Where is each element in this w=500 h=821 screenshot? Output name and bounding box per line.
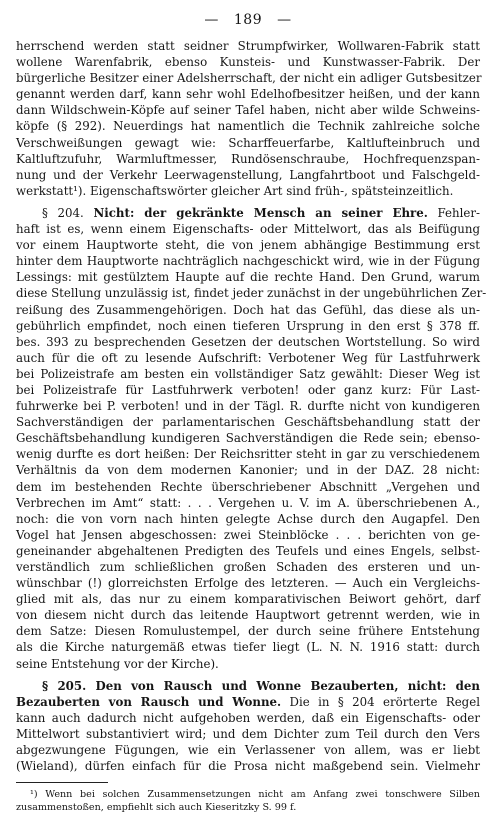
section-heading: Nicht: der gekränkte Mensch an seiner Ehre. [93, 205, 428, 220]
text-line: glied mit als, das nur zu einem komparativischen Beiwort gehört, darf [16, 592, 480, 607]
section-204 [16, 205, 487, 672]
text-line: fuhrwerke bei P. verboten! und in der Tägl. R. durfte nicht von kundigeren [16, 399, 480, 414]
text-line: Kaltluftzufuhr, Warmluftmesser, Rundösenschraube, Hochfrequenzspan- [16, 151, 480, 166]
header-dash-right: — [277, 12, 292, 28]
section-number: § 204. [42, 205, 84, 220]
text-line: dem Satze: Diesen Romulustempel, der durch seine frühere Entstehung [16, 624, 480, 639]
section-heading-line [16, 694, 480, 710]
text-line: köpfe (§ 292). Neuerdings hat namentlich die Technik zahlreiche solche [16, 119, 480, 134]
text-line: wenig durfte es dort heißen: Der Reichsritter steht in gar zu verschiedenem [16, 447, 480, 462]
text-line: dann Wildschwein-Köpfe auf seiner Tafel haben, nicht aber wilde Schweins- [16, 103, 480, 118]
text-line: abgezwungene Fügungen, wie ein Verlassener von allem, was er liebt [16, 743, 480, 758]
text-line: Vogel hat Jensen abgeschossen: zwei Steinblöcke . . . berichten von ge- [16, 527, 480, 542]
text-line: verständlich zum schließlichen großen Schaden des ersteren und un- [16, 560, 480, 574]
text-line: Verhältnis da von dem modernen Kanonier; und in der DAZ. 28 nicht: [16, 463, 480, 478]
text-line: nung und der Verkehr Leerwagenstellung, Langfahrtboot und Falschgeld- [16, 167, 480, 182]
text-line: reißung des Zusammengehörigen. Doch hat das Gefühl, das diese als un- [16, 302, 480, 317]
text-line: gebührlich empfindet, noch einen tieferen Ursprung in den erst § 378 ff. [16, 318, 480, 333]
text-line: kann auch dadurch nicht aufgehoben werden, daß ein Eigenschafts- oder [16, 710, 480, 725]
text-fragment: Fehler- [437, 205, 481, 220]
text-line: Verbrechen im Amt“ statt: . . . Vergehen u. V. im A. überschriebenen A., [16, 495, 480, 510]
text-line: von diesem nicht durch das leitende Hauptwort getrennt werden, wie in [16, 608, 480, 623]
footnote-line: ¹) Wenn bei solchen Zusammensetzungen nicht am Anfang zwei tonschwere Silben [30, 789, 480, 801]
text-line: bei Polizeistrafe am besten ein vollständiger Satz gewählt: Dieser Weg ist [16, 366, 480, 381]
section-heading: § 205. Den von Rausch und Wonne Bezauberten, nicht: den [42, 678, 480, 693]
text-line: vor einem Hauptworte steht, die von jenem abhängige Bestimmung erst [16, 238, 480, 253]
footnote [16, 789, 480, 814]
text-line: Geschäftsbehandlung kundigeren Sachverständigen die Rede sein; ebenso- [16, 431, 480, 446]
text-line: geneinander abgehaltenen Predigten des Teufels und eines Engels, selbst- [16, 543, 480, 558]
text-line: wünschbar (!) glorreichsten Erfolge des letzteren. — Auch ein Vergleichs- [16, 576, 480, 591]
text-line: haft ist es, wenn einem Eigenschafts- oder Mittelwort, das als Beifügung [16, 222, 480, 237]
text-line: wollene Warenfabrik, ebenso Kunsteis- und Kunstwasser-Fabrik. Der [16, 55, 480, 70]
text-line: Mittelwort substantiviert wird; und dem Dichter zum Teil durch den Vers [16, 726, 480, 741]
text-line: genannt werden darf, kann sehr wohl Edelhofbesitzer heißen, und der kann [16, 87, 480, 102]
page-number: 189 [233, 12, 263, 28]
text-line: (Wieland), dürfen einfach für die Prosa nicht maßgebend sein. Vielmehr [16, 759, 480, 774]
section-heading-line [16, 205, 480, 221]
section-205 [16, 678, 480, 775]
section-heading: Bezauberten von Rausch und Wonne. [16, 694, 282, 709]
text-line: Lessings: mit gestülztem Haupte auf die rechte Hand. Den Grund, warum [16, 270, 480, 285]
text-line: Sachverständigen der parlamentarischen Geschäftsbehandlung statt der [16, 415, 480, 430]
page-header [16, 12, 480, 28]
text-line: diese Stellung unzulässig ist, findet jeder zunächst in der ungebührlichen Zer- [16, 286, 487, 301]
text-line: noch: die von vorn nach hinten gelegte Achse durch den Augapfel. Den [16, 511, 480, 526]
text-line: bes. 393 zu besprechenden Gesetzen der deutschen Wortstellung. So wird [16, 334, 480, 349]
text-line: werkstatt¹). Eigenschaftswörter gleicher Art sind früh-, spätsteinzeitlich. [16, 183, 454, 198]
intro-paragraph [16, 38, 480, 199]
text-line: bei Polizeistrafe für Lastfuhrwerk verboten! oder ganz kurz: Für Last- [16, 382, 480, 397]
footnote-line: zusammenstoßen, empfiehlt sich auch Kieseritzky S. 99 f. [16, 801, 297, 813]
text-line: dem im bestehenden Rechte überschriebener Abschnitt „Vergehen und [16, 479, 480, 494]
text-line: bürgerliche Besitzer einer Adelsherrschaft, der nicht ein adliger Gutsbesitzer [16, 71, 482, 86]
header-dash-left: — [204, 12, 219, 28]
text-line: auch für die oft zu lesende Aufschrift: Verbotener Weg für Lastfuhrwerk [16, 350, 480, 365]
text-line: hinter dem Hauptworte nachträglich nachgeschickt wird, wie in der Fügung [16, 254, 480, 269]
text-line: als die Kirche naturgemäß etwas tiefer liegt (L. N. N. 1916 statt: durch [16, 640, 480, 655]
text-line: seine Entstehung vor der Kirche). [16, 656, 219, 671]
footnote-divider [16, 782, 108, 783]
text-line: Verschweißungen gewagt wie: Scharffeuerfarbe, Kaltlufteinbruch und [16, 135, 480, 150]
text-line: herrschend werden statt seidner Strumpfwirker, Wollwaren-Fabrik statt [16, 39, 480, 53]
text-fragment: Die in § 204 erörterte Regel [289, 694, 480, 709]
